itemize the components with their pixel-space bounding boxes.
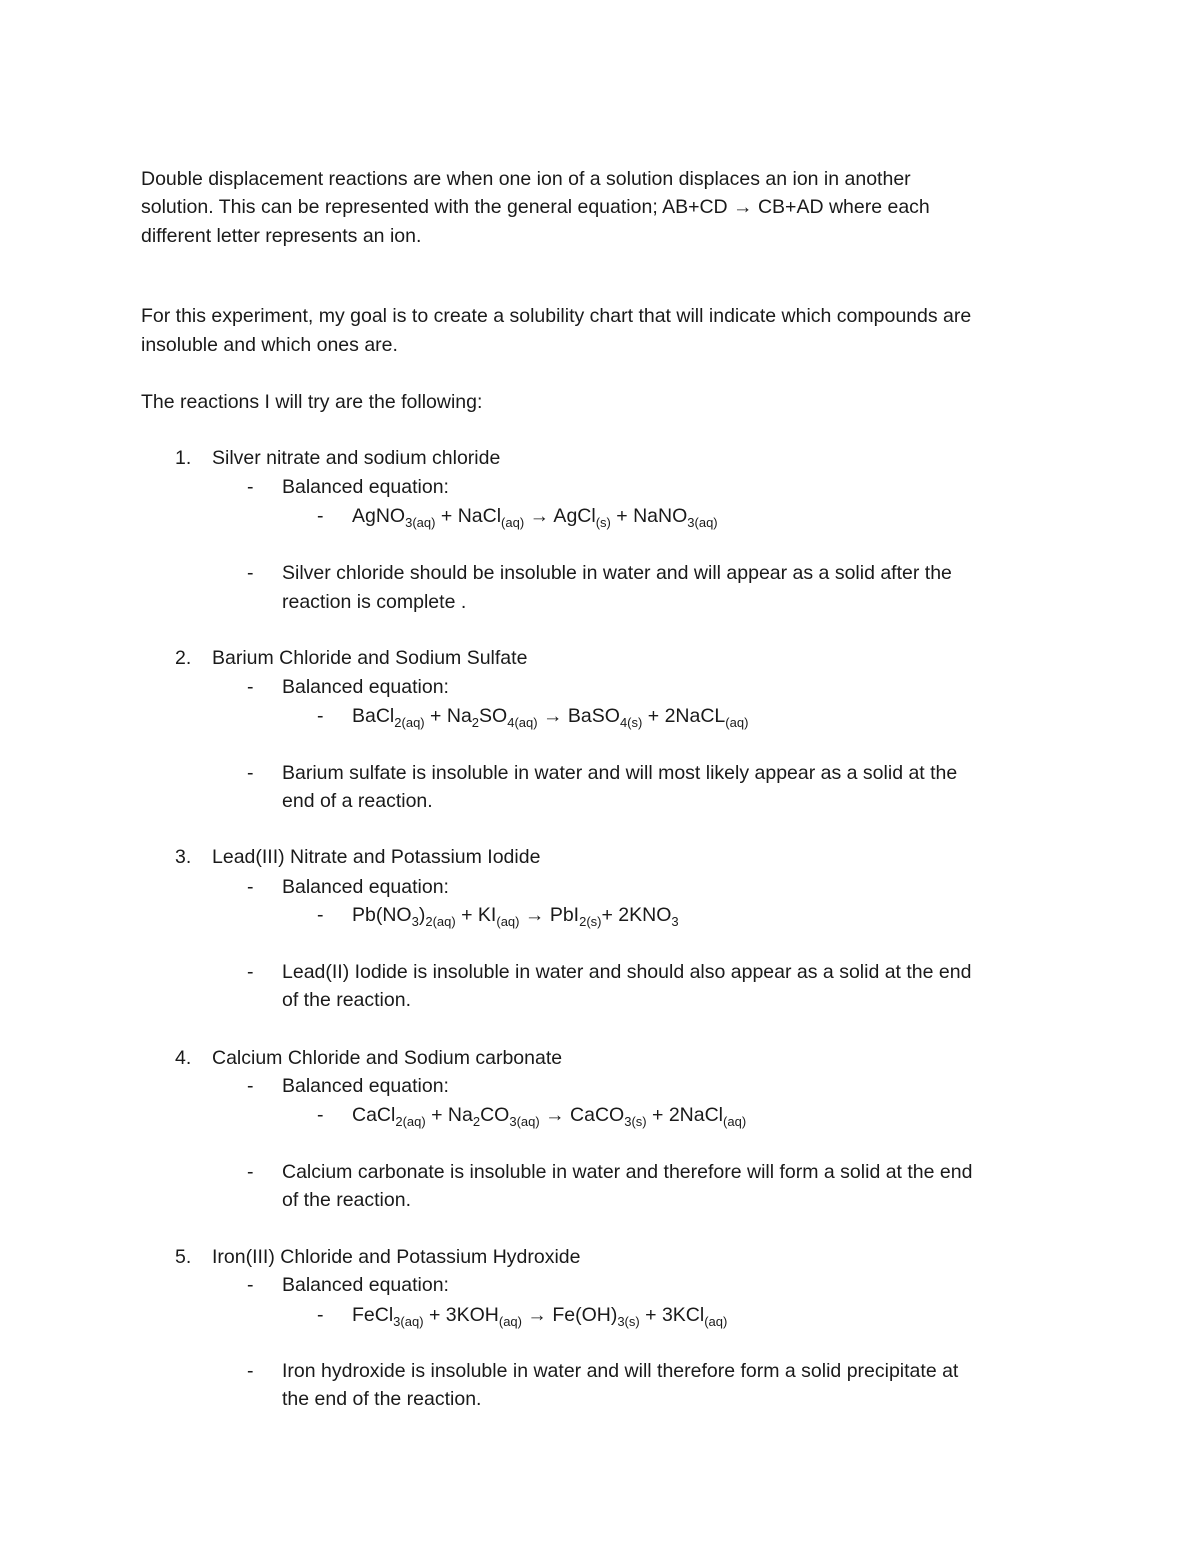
- equation-text: + 2NaCL: [642, 705, 726, 727]
- list-dash: -: [247, 562, 254, 584]
- list-dash: -: [247, 1161, 254, 1183]
- goal-line-2: insoluble and which ones are.: [141, 334, 398, 356]
- list-dash: -: [317, 1304, 324, 1326]
- equation-subscript: 2(aq): [425, 914, 456, 929]
- equation-subscript: 3(s): [624, 1114, 647, 1129]
- list-dash: -: [317, 1104, 324, 1126]
- reaction-note-line-2: reaction is complete .: [282, 591, 467, 613]
- reaction-note-line-1: Barium sulfate is insoluble in water and will most likely appear as a solid at the: [282, 762, 958, 784]
- list-dash: -: [247, 961, 254, 983]
- equation-text: + 2NaCl: [646, 1104, 724, 1126]
- equation-subscript: (aq): [498, 1314, 522, 1329]
- list-dash: -: [247, 1360, 254, 1382]
- reaction-note-line-1: Calcium carbonate is insoluble in water and therefore will form a solid at the end: [282, 1161, 973, 1183]
- reaction-number: 5.: [175, 1246, 192, 1268]
- reaction-note-line-2: of the reaction.: [282, 1189, 411, 1211]
- equation-subscript: 4(s): [619, 715, 643, 730]
- equation-text: FeCl: [352, 1304, 394, 1326]
- equation-text: → BaSO: [537, 705, 620, 727]
- reaction-title: Iron(III) Chloride and Potassium Hydroxide: [212, 1246, 581, 1268]
- equation-subscript: 3: [411, 914, 419, 929]
- equation-text: + Na: [424, 705, 472, 727]
- list-dash: -: [317, 505, 324, 527]
- reaction-title: Lead(III) Nitrate and Potassium Iodide: [212, 846, 541, 868]
- equation-subscript: 3(aq): [393, 1314, 424, 1329]
- reaction-note-line-1: Silver chloride should be insoluble in water and will appear as a solid after the: [282, 562, 952, 584]
- reaction-note-line-1: Iron hydroxide is insoluble in water and will therefore form a solid precipitate at: [282, 1360, 959, 1382]
- list-dash: -: [247, 676, 254, 698]
- equation-text: BaCl: [352, 705, 395, 727]
- equation-subscript: (aq): [725, 715, 749, 730]
- reaction-equation: [352, 1304, 727, 1327]
- reaction-title: Calcium Chloride and Sodium carbonate: [212, 1047, 563, 1069]
- list-dash: -: [247, 1075, 254, 1097]
- reaction-note-line-2: end of a reaction.: [282, 790, 433, 812]
- reactions-intro: The reactions I will try are the following:: [141, 391, 483, 413]
- reaction-equation: [352, 904, 679, 927]
- reaction-title: Silver nitrate and sodium chloride: [212, 447, 501, 469]
- equation-text: + NaNO: [610, 505, 688, 527]
- reaction-equation: [352, 705, 748, 728]
- reaction-number: 1.: [175, 447, 192, 469]
- equation-subscript: 3(s): [617, 1314, 640, 1329]
- equation-text: → Fe(OH): [521, 1304, 618, 1326]
- equation-subscript: (aq): [723, 1114, 747, 1129]
- reaction-number: 2.: [175, 647, 192, 669]
- equation-subscript: (aq): [501, 515, 525, 530]
- equation-text: + 3KCl: [639, 1304, 705, 1326]
- reaction-equation: [352, 505, 718, 528]
- equation-text: → AgCl: [524, 505, 596, 527]
- list-dash: -: [247, 876, 254, 898]
- equation-text: + 2KNO: [601, 904, 672, 926]
- equation-text: → CaCO: [539, 1104, 625, 1126]
- list-dash: -: [247, 762, 254, 784]
- balanced-equation-label: Balanced equation:: [282, 476, 449, 498]
- reaction-note-line-2: the end of the reaction.: [282, 1388, 482, 1410]
- reaction-number: 4.: [175, 1047, 192, 1069]
- equation-subscript: 2(s): [579, 914, 602, 929]
- equation-text: + 3KOH: [423, 1304, 499, 1326]
- list-dash: -: [247, 1274, 254, 1296]
- balanced-equation-label: Balanced equation:: [282, 1075, 449, 1097]
- reaction-note-line-1: Lead(II) Iodide is insoluble in water and should also appear as a solid at the end: [282, 961, 972, 983]
- goal-line-1: For this experiment, my goal is to create a solubility chart that will indicate which compounds are: [141, 305, 972, 327]
- balanced-equation-label: Balanced equation:: [282, 1274, 449, 1296]
- intro-line-1: Double displacement reactions are when one ion of a solution displaces an ion in another: [141, 168, 911, 190]
- equation-subscript: 4(aq): [507, 715, 538, 730]
- reaction-note-line-2: of the reaction.: [282, 989, 411, 1011]
- equation-text: CO: [480, 1104, 510, 1126]
- equation-subscript: 3(aq): [687, 515, 718, 530]
- equation-text: → PbI: [519, 904, 580, 926]
- equation-text: + KI: [455, 904, 497, 926]
- equation-text: CaCl: [352, 1104, 396, 1126]
- reaction-number: 3.: [175, 846, 192, 868]
- equation-text: Pb(NO: [352, 904, 412, 926]
- reaction-equation: [352, 1104, 746, 1127]
- equation-subscript: 2(aq): [394, 715, 425, 730]
- equation-subscript: 2: [472, 1114, 481, 1129]
- equation-subscript: 2(aq): [395, 1114, 426, 1129]
- equation-subscript: (aq): [496, 914, 520, 929]
- balanced-equation-label: Balanced equation:: [282, 676, 449, 698]
- equation-text: SO: [479, 705, 508, 727]
- equation-subscript: (s): [595, 515, 611, 530]
- equation-subscript: 3(aq): [509, 1114, 540, 1129]
- intro-line-3: different letter represents an ion.: [141, 225, 422, 247]
- equation-text: AgNO: [352, 505, 406, 527]
- list-dash: -: [317, 904, 324, 926]
- equation-text: + NaCl: [435, 505, 502, 527]
- equation-text: + Na: [425, 1104, 473, 1126]
- equation-text: ): [418, 904, 426, 926]
- intro-line-2: solution. This can be represented with the general equation; AB+CD → CB+AD where each: [141, 196, 930, 218]
- equation-subscript: 2: [471, 715, 480, 730]
- equation-subscript: 3: [671, 914, 679, 929]
- list-dash: -: [247, 476, 254, 498]
- reaction-title: Barium Chloride and Sodium Sulfate: [212, 647, 528, 669]
- list-dash: -: [317, 705, 324, 727]
- equation-subscript: 3(aq): [405, 515, 436, 530]
- equation-subscript: (aq): [704, 1314, 728, 1329]
- balanced-equation-label: Balanced equation:: [282, 876, 449, 898]
